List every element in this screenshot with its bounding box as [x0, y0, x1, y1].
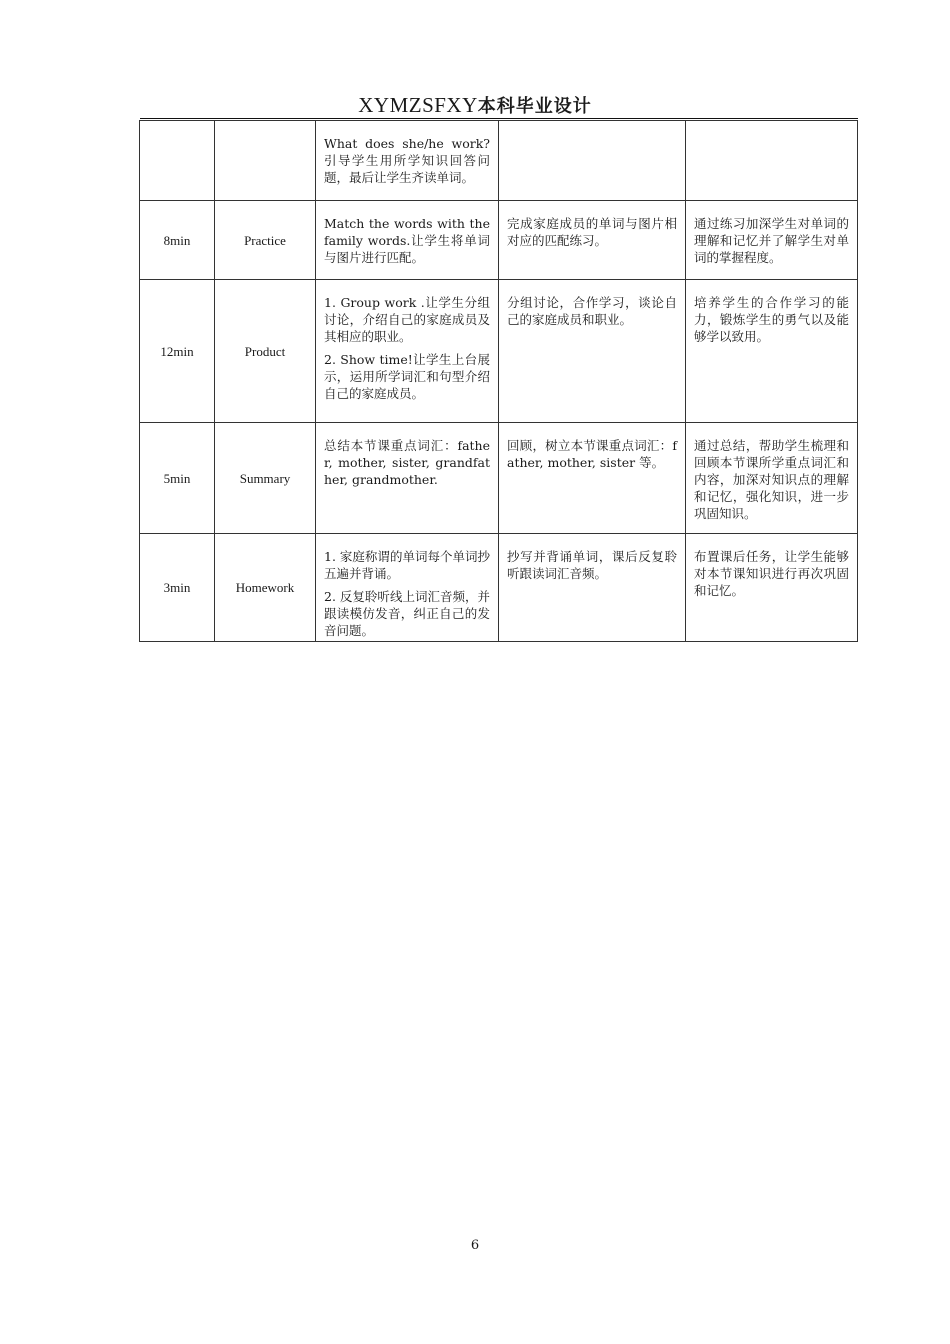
activity-text: 2. Show time!让学生上台展示，运用所学词汇和句型介绍自己的家庭成员。 [324, 352, 490, 401]
header-code: XYMZSFXY [358, 93, 478, 117]
time-cell: 12min [140, 280, 215, 423]
page-number: 6 [470, 1238, 480, 1253]
stage-cell [215, 121, 316, 201]
time-cell: 5min [140, 423, 215, 534]
table-row [140, 280, 858, 423]
activity-cell [316, 280, 499, 423]
table-row [140, 534, 858, 642]
purpose-cell [686, 121, 858, 201]
activity-text: 总结本节课重点词汇：father, mother, sister, grandfather, grandmother. [324, 438, 490, 487]
activity-cell [316, 534, 499, 642]
activity-text: 1. Group work .让学生分组讨论，介绍自己的家庭成员及其相应的职业。 [324, 295, 490, 344]
lesson-plan-table [139, 120, 858, 642]
table-row [140, 201, 858, 280]
table-row [140, 121, 858, 201]
activity-text: Match the words with the family words.让学生将单词与图片进行匹配。 [324, 216, 490, 265]
purpose-cell: 通过练习加深学生对单词的理解和记忆并了解学生对单词的掌握程度。 [686, 201, 858, 280]
activity-text: What does she/he work? 引导学生用所学知识回答问题，最后让学生齐读单词。 [324, 136, 490, 185]
stage-cell: Product [215, 280, 316, 423]
activity-cell [316, 201, 499, 280]
student-cell: 完成家庭成员的单词与图片相对应的匹配练习。 [499, 201, 686, 280]
purpose-cell: 培养学生的合作学习的能力，锻炼学生的勇气以及能够学以致用。 [686, 280, 858, 423]
purpose-cell: 布置课后任务，让学生能够对本节课知识进行再次巩固和记忆。 [686, 534, 858, 642]
time-cell: 8min [140, 201, 215, 280]
page-header [0, 92, 950, 118]
table-row [140, 423, 858, 534]
stage-cell: Practice [215, 201, 316, 280]
activity-text: 1. 家庭称谓的单词每个单词抄五遍并背诵。 [324, 549, 490, 581]
header-rule [140, 118, 858, 119]
purpose-cell: 通过总结，帮助学生梳理和回顾本节课所学重点词汇和内容，加深对知识点的理解和记忆，强化知识，进一步巩固知识。 [686, 423, 858, 534]
stage-cell: Homework [215, 534, 316, 642]
student-cell: 分组讨论，合作学习，谈论自己的家庭成员和职业。 [499, 280, 686, 423]
stage-cell: Summary [215, 423, 316, 534]
time-cell [140, 121, 215, 201]
activity-text: 2. 反复聆听线上词汇音频，并跟读模仿发音，纠正自己的发音问题。 [324, 589, 490, 638]
time-cell: 3min [140, 534, 215, 642]
activity-cell [316, 121, 499, 201]
student-cell: 抄写并背诵单词，课后反复聆听跟读词汇音频。 [499, 534, 686, 642]
header-title: 本科毕业设计 [477, 96, 592, 117]
activity-cell [316, 423, 499, 534]
student-cell: 回顾，树立本节课重点词汇：father, mother, sister 等。 [499, 423, 686, 534]
student-cell [499, 121, 686, 201]
